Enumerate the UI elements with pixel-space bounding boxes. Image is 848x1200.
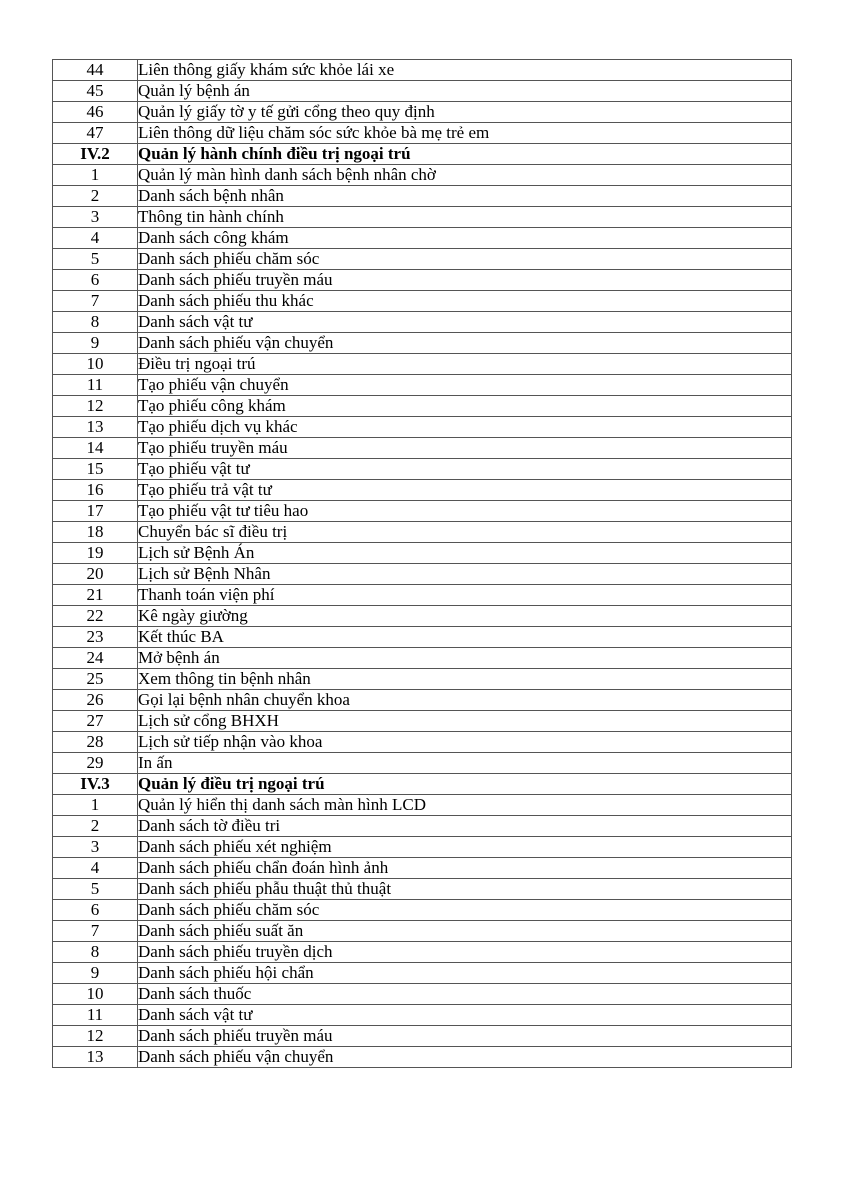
row-label-cell: Liên thông dữ liệu chăm sóc sức khỏe bà mẹ trẻ em	[138, 123, 792, 144]
table-row	[53, 270, 792, 291]
table-row	[53, 732, 792, 753]
table-row	[53, 207, 792, 228]
table-row	[53, 438, 792, 459]
table-row	[53, 228, 792, 249]
table-row	[53, 753, 792, 774]
row-label-cell: Tạo phiếu truyền máu	[138, 438, 792, 459]
row-label-cell: Quản lý hành chính điều trị ngoại trú	[138, 144, 792, 165]
row-number-cell: 5	[53, 249, 138, 270]
table-row	[53, 627, 792, 648]
table-row	[53, 81, 792, 102]
row-label-cell: Lịch sử tiếp nhận vào khoa	[138, 732, 792, 753]
row-label-cell: Tạo phiếu vật tư tiêu hao	[138, 501, 792, 522]
table-row	[53, 669, 792, 690]
table-row	[53, 333, 792, 354]
row-number-cell: 8	[53, 942, 138, 963]
row-number-cell: 5	[53, 879, 138, 900]
row-label-cell: Kê ngày giường	[138, 606, 792, 627]
row-number-cell: 29	[53, 753, 138, 774]
row-number-cell: 7	[53, 921, 138, 942]
row-number-cell: 23	[53, 627, 138, 648]
row-label-cell: Danh sách phiếu vận chuyển	[138, 1047, 792, 1068]
row-label-cell: Danh sách phiếu chăm sóc	[138, 249, 792, 270]
feature-table-body	[53, 60, 792, 1068]
row-number-cell: 10	[53, 354, 138, 375]
row-label-cell: Lịch sử Bệnh Nhân	[138, 564, 792, 585]
table-row	[53, 690, 792, 711]
row-label-cell: Điều trị ngoại trú	[138, 354, 792, 375]
table-row	[53, 165, 792, 186]
row-label-cell: Quản lý điều trị ngoại trú	[138, 774, 792, 795]
row-label-cell: Danh sách phiếu truyền dịch	[138, 942, 792, 963]
row-number-cell: IV.2	[53, 144, 138, 165]
table-row	[53, 543, 792, 564]
feature-table	[52, 59, 792, 1068]
row-number-cell: 20	[53, 564, 138, 585]
row-number-cell: IV.3	[53, 774, 138, 795]
row-label-cell: Liên thông giấy khám sức khỏe lái xe	[138, 60, 792, 81]
table-row	[53, 1047, 792, 1068]
row-label-cell: Mở bệnh án	[138, 648, 792, 669]
row-label-cell: Tạo phiếu dịch vụ khác	[138, 417, 792, 438]
row-number-cell: 24	[53, 648, 138, 669]
row-number-cell: 4	[53, 228, 138, 249]
table-row	[53, 816, 792, 837]
row-label-cell: Danh sách phiếu phẫu thuật thủ thuật	[138, 879, 792, 900]
row-label-cell: Quản lý màn hình danh sách bệnh nhân chờ	[138, 165, 792, 186]
table-row	[53, 1005, 792, 1026]
row-number-cell: 12	[53, 1026, 138, 1047]
row-label-cell: Danh sách phiếu chăm sóc	[138, 900, 792, 921]
row-label-cell: Tạo phiếu công khám	[138, 396, 792, 417]
row-number-cell: 25	[53, 669, 138, 690]
table-row	[53, 60, 792, 81]
row-label-cell: Danh sách vật tư	[138, 1005, 792, 1026]
row-number-cell: 15	[53, 459, 138, 480]
table-row	[53, 522, 792, 543]
row-number-cell: 13	[53, 1047, 138, 1068]
row-label-cell: Tạo phiếu vật tư	[138, 459, 792, 480]
row-label-cell: In ấn	[138, 753, 792, 774]
row-label-cell: Lịch sử cổng BHXH	[138, 711, 792, 732]
row-number-cell: 14	[53, 438, 138, 459]
row-number-cell: 2	[53, 816, 138, 837]
table-row	[53, 648, 792, 669]
row-number-cell: 45	[53, 81, 138, 102]
row-number-cell: 26	[53, 690, 138, 711]
row-number-cell: 27	[53, 711, 138, 732]
row-label-cell: Lịch sử Bệnh Án	[138, 543, 792, 564]
row-number-cell: 4	[53, 858, 138, 879]
table-row	[53, 984, 792, 1005]
row-label-cell: Thông tin hành chính	[138, 207, 792, 228]
row-label-cell: Danh sách phiếu xét nghiệm	[138, 837, 792, 858]
table-row	[53, 249, 792, 270]
table-row	[53, 585, 792, 606]
table-row	[53, 711, 792, 732]
table-row	[53, 1026, 792, 1047]
table-row	[53, 858, 792, 879]
table-row	[53, 942, 792, 963]
row-number-cell: 9	[53, 963, 138, 984]
row-number-cell: 17	[53, 501, 138, 522]
row-number-cell: 46	[53, 102, 138, 123]
row-label-cell: Danh sách công khám	[138, 228, 792, 249]
row-number-cell: 6	[53, 900, 138, 921]
row-number-cell: 47	[53, 123, 138, 144]
table-row	[53, 564, 792, 585]
row-label-cell: Quản lý giấy tờ y tế gửi cổng theo quy định	[138, 102, 792, 123]
table-row	[53, 501, 792, 522]
row-number-cell: 8	[53, 312, 138, 333]
table-row	[53, 837, 792, 858]
row-number-cell: 11	[53, 1005, 138, 1026]
row-label-cell: Danh sách phiếu suất ăn	[138, 921, 792, 942]
table-row	[53, 963, 792, 984]
row-number-cell: 1	[53, 795, 138, 816]
table-row	[53, 291, 792, 312]
row-number-cell: 7	[53, 291, 138, 312]
row-label-cell: Kết thúc BA	[138, 627, 792, 648]
table-row	[53, 879, 792, 900]
row-label-cell: Danh sách vật tư	[138, 312, 792, 333]
table-row	[53, 375, 792, 396]
table-row	[53, 396, 792, 417]
row-label-cell: Danh sách phiếu vận chuyển	[138, 333, 792, 354]
table-row	[53, 102, 792, 123]
table-row	[53, 774, 792, 795]
row-number-cell: 13	[53, 417, 138, 438]
row-label-cell: Danh sách phiếu hội chẩn	[138, 963, 792, 984]
row-number-cell: 44	[53, 60, 138, 81]
row-number-cell: 11	[53, 375, 138, 396]
row-label-cell: Tạo phiếu vận chuyển	[138, 375, 792, 396]
row-number-cell: 9	[53, 333, 138, 354]
row-number-cell: 12	[53, 396, 138, 417]
table-row	[53, 144, 792, 165]
row-number-cell: 16	[53, 480, 138, 501]
table-row	[53, 459, 792, 480]
table-row	[53, 795, 792, 816]
row-label-cell: Quản lý hiển thị danh sách màn hình LCD	[138, 795, 792, 816]
row-label-cell: Danh sách phiếu thu khác	[138, 291, 792, 312]
table-row	[53, 312, 792, 333]
row-number-cell: 18	[53, 522, 138, 543]
row-label-cell: Quản lý bệnh án	[138, 81, 792, 102]
table-row	[53, 186, 792, 207]
row-label-cell: Danh sách phiếu truyền máu	[138, 1026, 792, 1047]
table-row	[53, 417, 792, 438]
table-row	[53, 921, 792, 942]
table-row	[53, 900, 792, 921]
row-number-cell: 28	[53, 732, 138, 753]
row-number-cell: 3	[53, 207, 138, 228]
row-label-cell: Chuyển bác sĩ điều trị	[138, 522, 792, 543]
row-label-cell: Tạo phiếu trả vật tư	[138, 480, 792, 501]
row-number-cell: 2	[53, 186, 138, 207]
row-label-cell: Xem thông tin bệnh nhân	[138, 669, 792, 690]
row-label-cell: Danh sách phiếu chẩn đoán hình ảnh	[138, 858, 792, 879]
row-label-cell: Danh sách phiếu truyền máu	[138, 270, 792, 291]
row-number-cell: 21	[53, 585, 138, 606]
row-number-cell: 6	[53, 270, 138, 291]
table-row	[53, 606, 792, 627]
row-number-cell: 3	[53, 837, 138, 858]
row-number-cell: 19	[53, 543, 138, 564]
row-label-cell: Danh sách thuốc	[138, 984, 792, 1005]
row-number-cell: 22	[53, 606, 138, 627]
row-label-cell: Thanh toán viện phí	[138, 585, 792, 606]
row-label-cell: Gọi lại bệnh nhân chuyển khoa	[138, 690, 792, 711]
table-row	[53, 480, 792, 501]
row-number-cell: 10	[53, 984, 138, 1005]
row-number-cell: 1	[53, 165, 138, 186]
row-label-cell: Danh sách tờ điều tri	[138, 816, 792, 837]
table-row	[53, 123, 792, 144]
table-row	[53, 354, 792, 375]
row-label-cell: Danh sách bệnh nhân	[138, 186, 792, 207]
